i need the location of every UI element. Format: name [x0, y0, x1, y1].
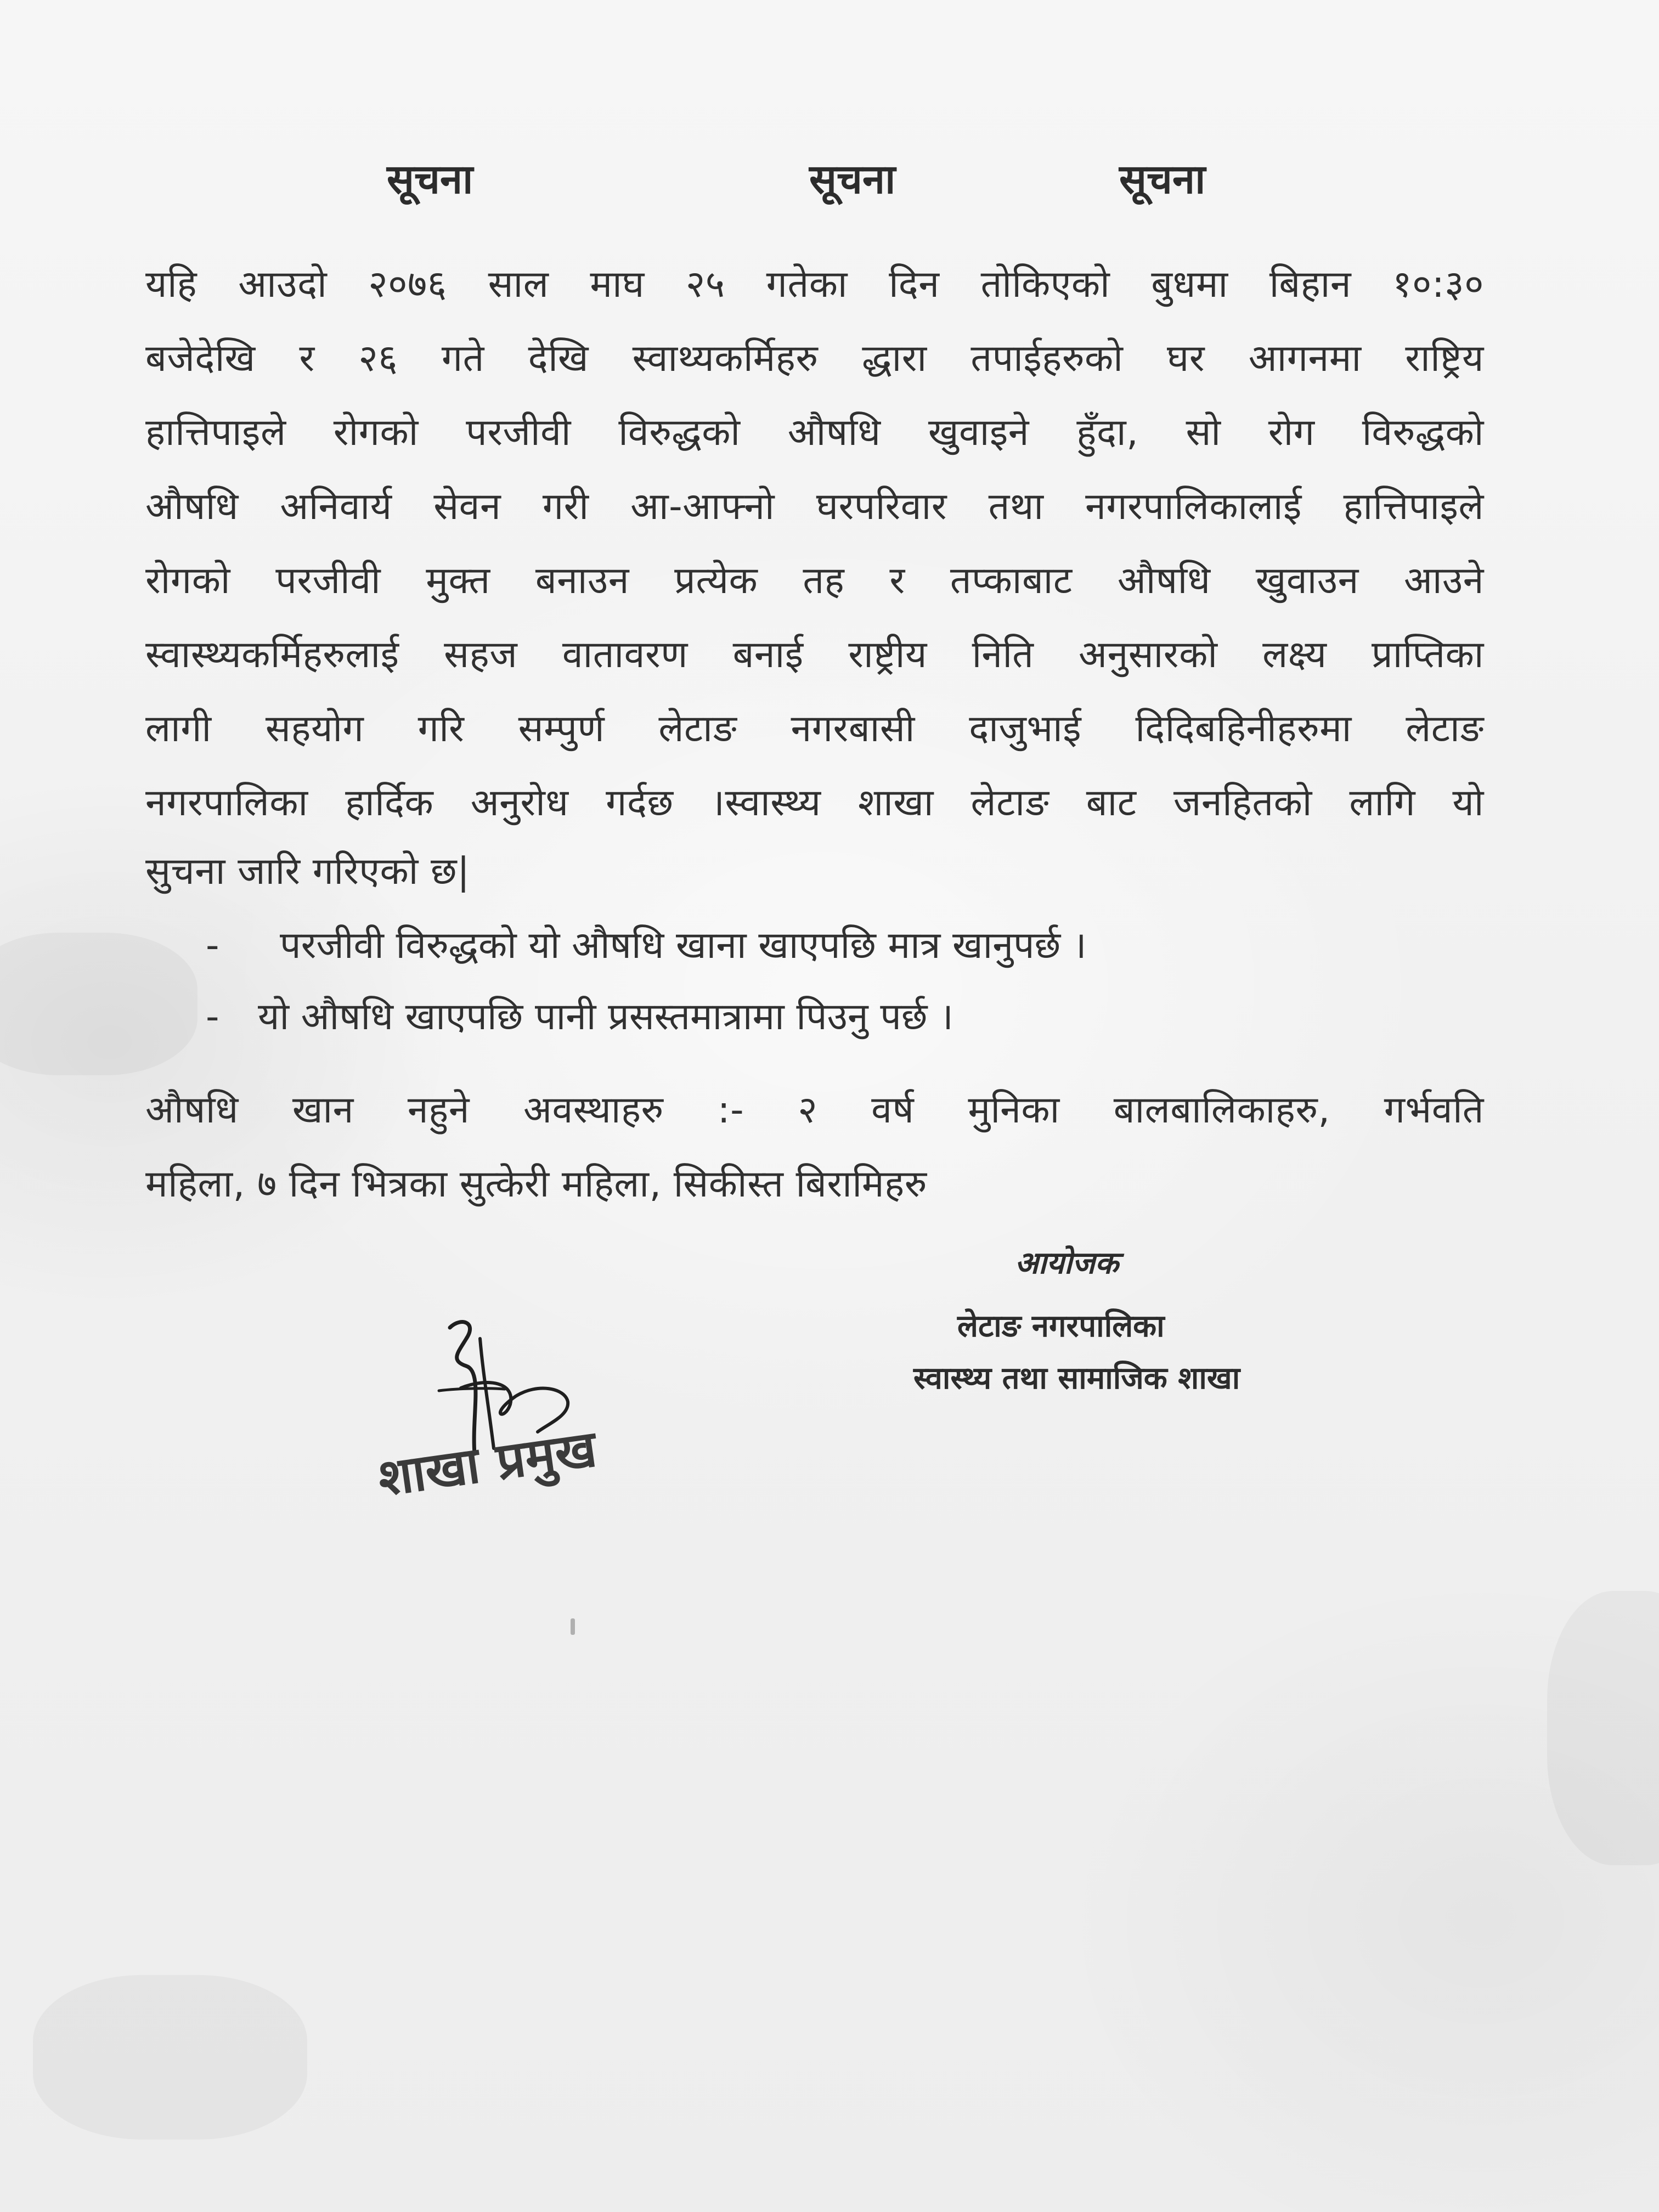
paper-crease: [0, 933, 198, 1075]
body-line: स्वास्थ्यकर्मिहरुलाई सहज वातावरण बनाई राष्ट्रीय निति अनुसारको लक्ष्य प्राप्तिका: [145, 633, 1484, 676]
paper-crease: [33, 1975, 307, 2140]
bullet-dash: -: [206, 995, 219, 1039]
notice-heading: सूचना: [1119, 156, 1206, 203]
body-line: यहि आउदो २०७६ साल माघ २५ गतेका दिन तोकिएको बुधमा बिहान १०:३०: [145, 263, 1484, 306]
bullet-text: परजीवी विरुद्धको यो औषधि खाना खाएपछि मात्र खानुपर्छ ।: [280, 924, 1087, 967]
paper-crease: [1547, 1591, 1659, 1865]
body-line: लागी सहयोग गरि सम्पुर्ण लेटाङ नगरबासी दाजुभाई दिदिबहिनीहरुमा लेटाङ: [145, 707, 1484, 751]
body-line: औषधि अनिवार्य सेवन गरी आ-आफ्नो घरपरिवार तथा नगरपालिकालाई हात्तिपाइले: [145, 485, 1484, 528]
body-line: रोगको परजीवी मुक्त बनाउन प्रत्येक तह र तप्काबाट औषधि खुवाउन आउने: [145, 559, 1484, 602]
organizer-label: आयोजक: [1015, 1245, 1119, 1281]
body-line: हात्तिपाइले रोगको परजीवी विरुद्धको औषधि खुवाइने हुँदा, सो रोग विरुद्धको: [145, 411, 1484, 454]
notice-heading: सूचना: [809, 156, 896, 203]
body-line: बजेदेखि र २६ गते देखि स्वाथ्यकर्मिहरु द्धारा तपाईहरुको घर आगनमा राष्ट्रिय: [145, 337, 1484, 380]
stamp-text: शाखा प्रमुख: [374, 1419, 600, 1508]
notice-heading: सूचना: [387, 156, 473, 203]
notice-heading-row: [0, 156, 1659, 225]
restriction-line: महिला, ७ दिन भित्रका सुत्केरी महिला, सिकीस्त बिरामिहरु: [145, 1163, 927, 1206]
restriction-line: औषधि खान नहुने अवस्थाहरु :- २ वर्ष मुनिका बालबालिकाहरु, गर्भवति: [145, 1088, 1484, 1132]
body-line: सुचना जारि गरिएको छ|: [145, 850, 470, 893]
organizer-line1: लेटाङ नगरपालिका: [957, 1308, 1165, 1344]
bullet-dash: -: [206, 924, 219, 967]
organizer-line2: स्वास्थ्य तथा सामाजिक शाखा: [913, 1361, 1240, 1396]
paper-speck: [571, 1618, 575, 1635]
bullet-text: यो औषधि खाएपछि पानी प्रसस्तमात्रामा पिउनु पर्छ ।: [258, 995, 953, 1039]
body-line: नगरपालिका हार्दिक अनुरोध गर्दछ ।स्वास्थ्य शाखा लेटाङ बाट जनहितको लागि यो: [145, 781, 1484, 825]
